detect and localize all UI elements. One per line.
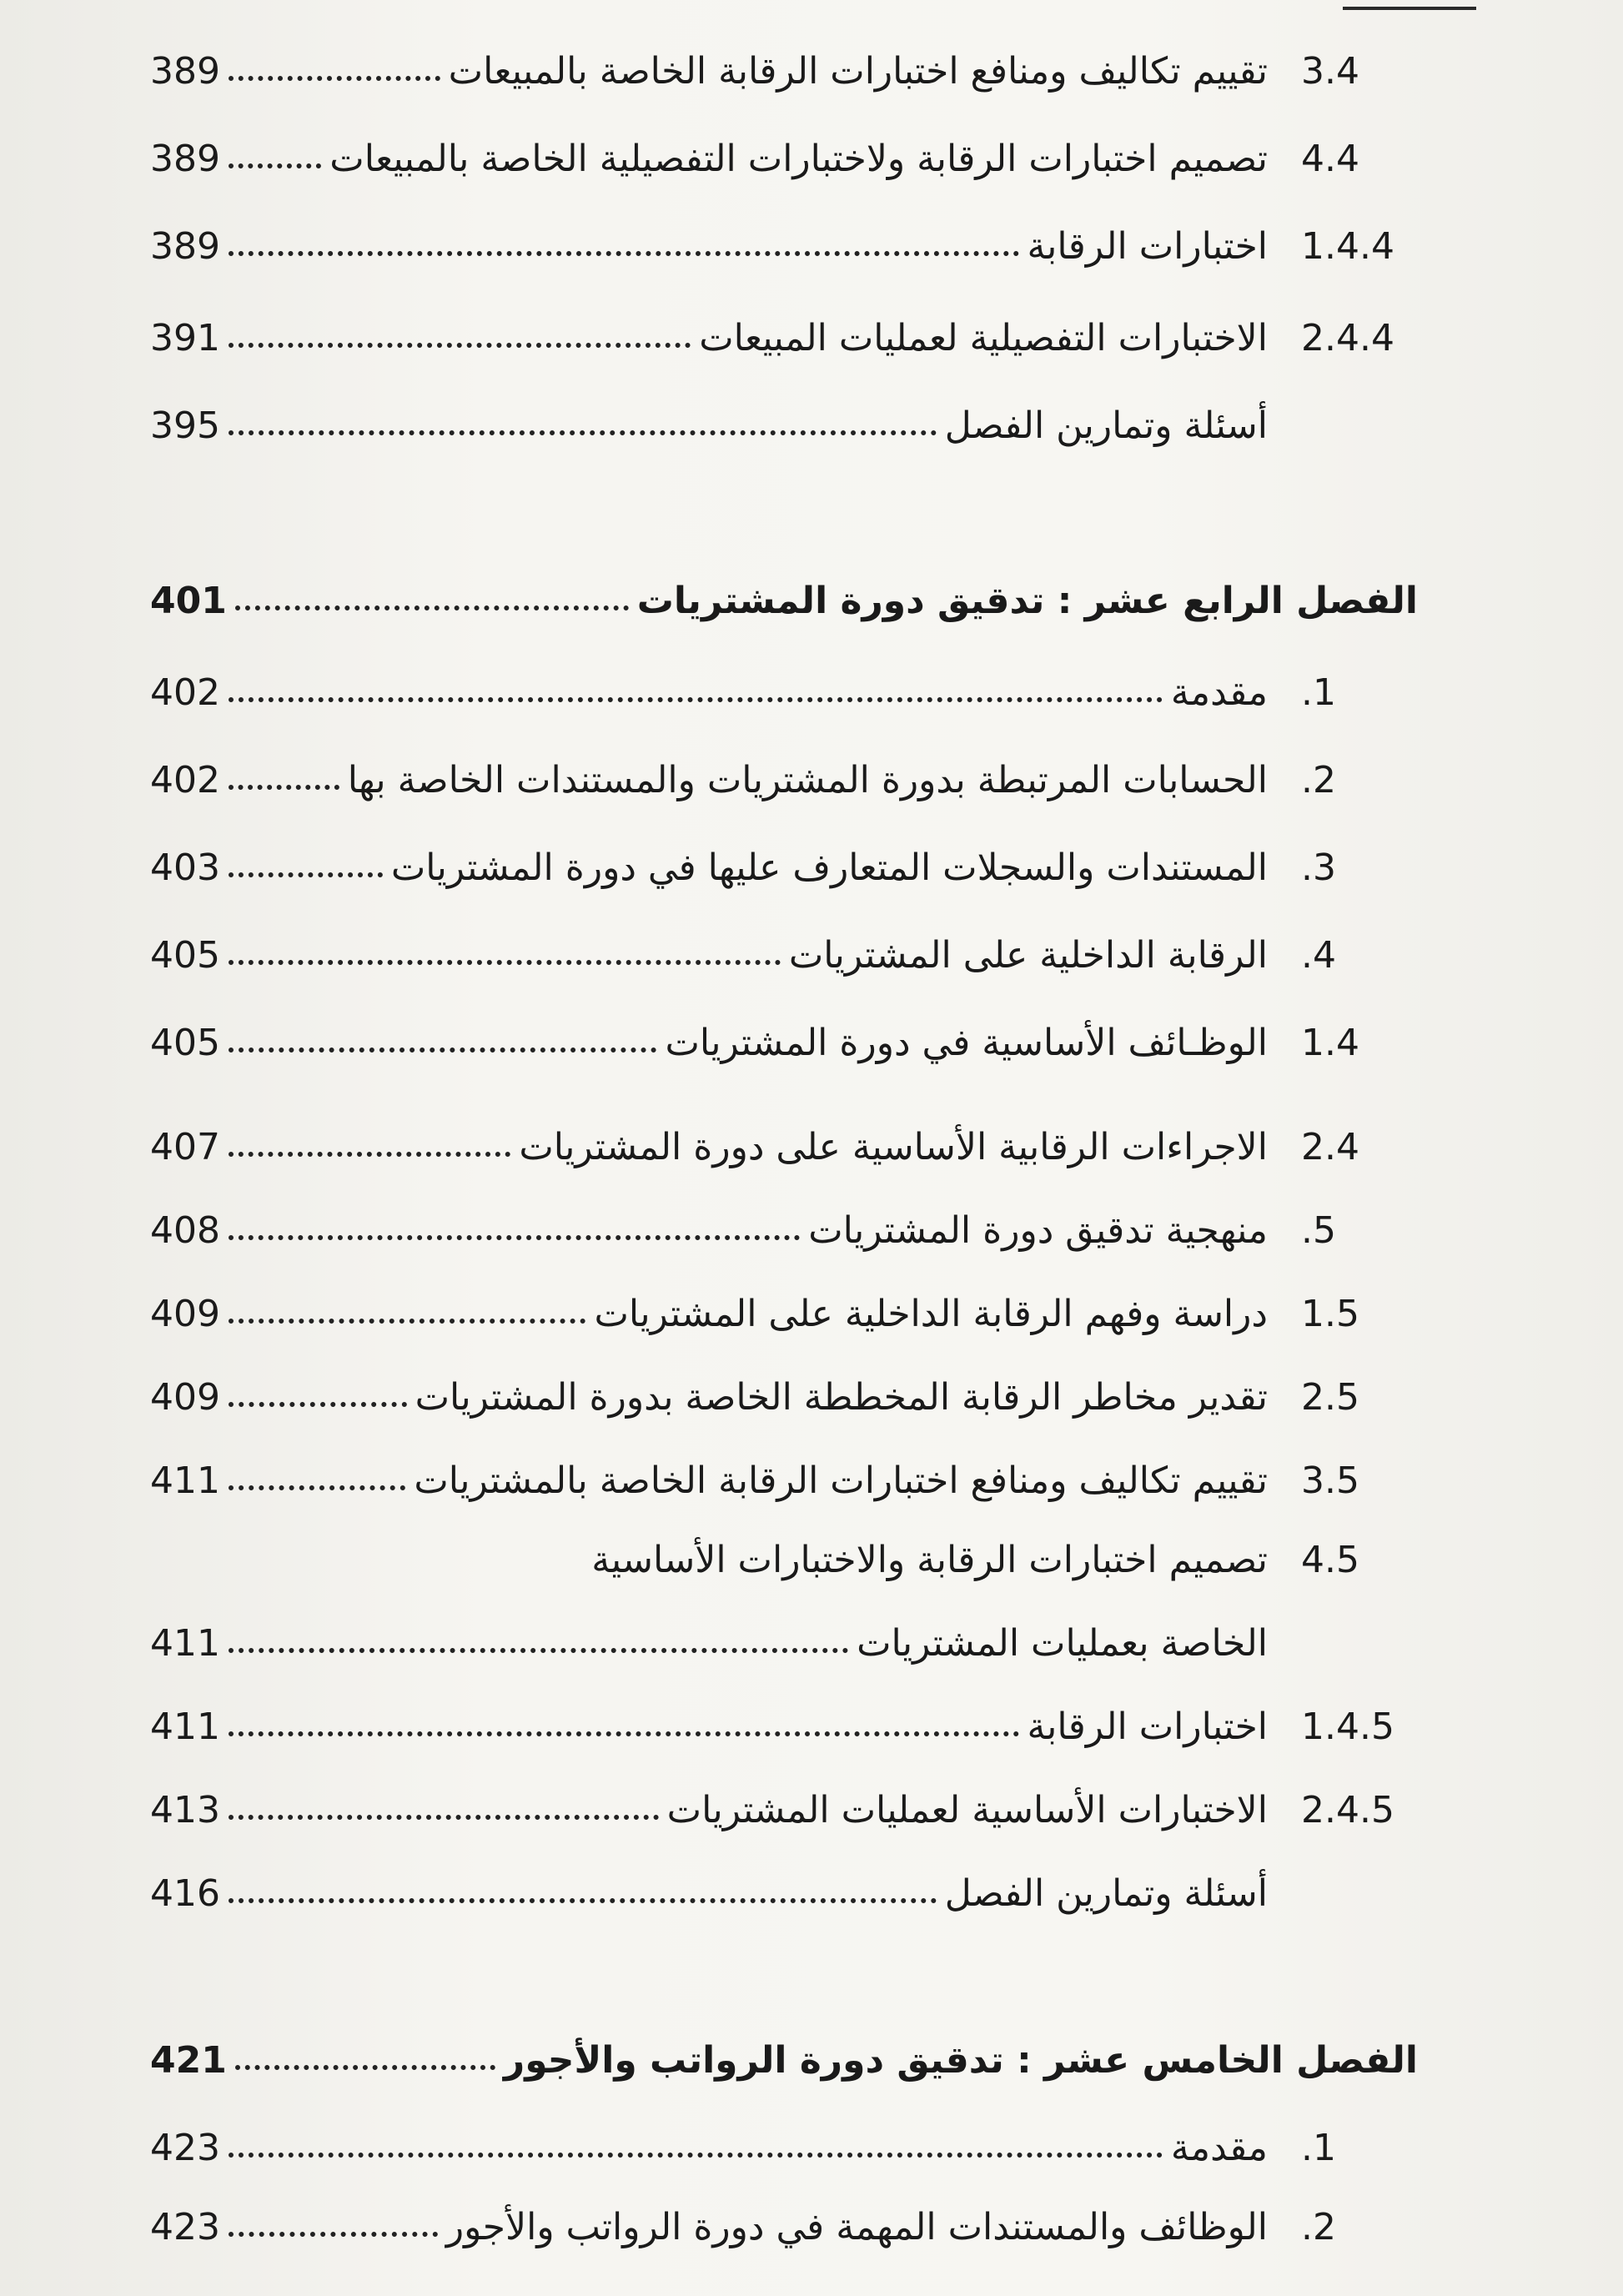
section-number: 1.4.5 bbox=[1301, 1705, 1394, 1748]
toc-entry bbox=[150, 2114, 1418, 2181]
page-number: 408 bbox=[150, 1208, 220, 1252]
page-number: 413 bbox=[150, 1788, 220, 1831]
page-number: 389 bbox=[150, 49, 220, 93]
toc-entry bbox=[150, 38, 1418, 104]
section-number: .1 bbox=[1301, 2126, 1336, 2169]
toc-entry bbox=[150, 1280, 1418, 1347]
section-number: 3.5 bbox=[1301, 1459, 1359, 1502]
leader-dots bbox=[235, 605, 629, 610]
toc-entry bbox=[150, 1526, 1418, 1593]
section-title: الوظـائف الأساسية في دورة المشتريات bbox=[665, 1021, 1268, 1064]
leader-dots bbox=[229, 163, 321, 168]
section-title: الحسابات المرتبطة بدورة المشتريات والمستندات الخاصة بها bbox=[347, 758, 1268, 801]
chapter-title: الفصل الخامس عشر : تدقيق دورة الرواتب والأجور bbox=[503, 2038, 1418, 2082]
section-number: 2.4.5 bbox=[1301, 1788, 1394, 1831]
page-number: 402 bbox=[150, 671, 220, 714]
toc-entry bbox=[150, 125, 1418, 192]
page-number: 411 bbox=[150, 1459, 220, 1502]
section-number: 2.5 bbox=[1301, 1375, 1359, 1419]
leader-dots bbox=[229, 1235, 800, 1240]
page-number: 423 bbox=[150, 2205, 220, 2248]
section-title: اختبارات الرقابة bbox=[1027, 1705, 1268, 1748]
page-number: 395 bbox=[150, 404, 220, 447]
section-title: الرقابة الداخلية على المشتريات bbox=[788, 933, 1268, 977]
toc-entry bbox=[150, 1860, 1418, 1927]
section-title: تقدير مخاطر الرقابة المخططة الخاصة بدورة المشتريات bbox=[415, 1375, 1268, 1419]
toc-entry bbox=[150, 213, 1418, 279]
page-number: 401 bbox=[150, 579, 227, 622]
section-title: تقييم تكاليف ومنافع اختبارات الرقابة الخاصة بالمبيعات bbox=[448, 49, 1268, 93]
section-number: .4 bbox=[1301, 933, 1336, 977]
chapter-title: الفصل الرابع عشر : تدقيق دورة المشتريات bbox=[636, 579, 1418, 622]
section-title: أسئلة وتمارين الفصل bbox=[944, 404, 1268, 447]
section-number: .2 bbox=[1301, 2205, 1336, 2248]
leader-dots bbox=[229, 343, 691, 348]
leader-dots bbox=[229, 1152, 510, 1157]
section-title: تقييم تكاليف ومنافع اختبارات الرقابة الخاصة بالمشتريات bbox=[414, 1459, 1268, 1502]
section-title: الاجراءات الرقابية الأساسية على دورة المشتريات bbox=[519, 1125, 1268, 1168]
page-number: 423 bbox=[150, 2126, 220, 2169]
page-number: 405 bbox=[150, 933, 220, 977]
leader-dots bbox=[229, 697, 1163, 702]
toc-entry bbox=[150, 1009, 1418, 1076]
leader-dots bbox=[229, 785, 339, 790]
section-number: 3.4 bbox=[1301, 49, 1359, 93]
leader-dots bbox=[235, 2065, 495, 2070]
page-number: 389 bbox=[150, 137, 220, 180]
section-title: الخاصة بعمليات المشتريات bbox=[857, 1621, 1268, 1665]
page-number: 421 bbox=[150, 2038, 227, 2082]
section-title: أسئلة وتمارين الفصل bbox=[944, 1871, 1268, 1915]
section-number: 4.4 bbox=[1301, 137, 1359, 180]
chapter-heading bbox=[150, 2027, 1418, 2093]
toc-entry bbox=[150, 1113, 1418, 1180]
leader-dots bbox=[229, 1815, 659, 1820]
section-number: .1 bbox=[1301, 671, 1336, 714]
leader-dots bbox=[229, 872, 383, 877]
top-rule bbox=[1343, 7, 1476, 10]
leader-dots bbox=[229, 960, 781, 965]
section-number: 2.4 bbox=[1301, 1125, 1359, 1168]
page-number: 391 bbox=[150, 316, 220, 359]
page-number: 409 bbox=[150, 1292, 220, 1335]
section-number: .2 bbox=[1301, 758, 1336, 801]
chapter-heading bbox=[150, 567, 1418, 634]
toc-entry bbox=[150, 1776, 1418, 1843]
section-title: مقدمة bbox=[1170, 671, 1268, 714]
leader-dots bbox=[229, 76, 440, 81]
leader-dots bbox=[229, 1048, 656, 1053]
section-title: دراسة وفهم الرقابة الداخلية على المشتريات bbox=[594, 1292, 1268, 1335]
toc-entry bbox=[150, 304, 1418, 371]
leader-dots bbox=[229, 1898, 937, 1903]
toc-entry bbox=[150, 1693, 1418, 1760]
section-title: تصميم اختبارات الرقابة والاختبارات الأساسية bbox=[591, 1538, 1268, 1581]
leader-dots bbox=[229, 1648, 848, 1653]
section-number: 1.5 bbox=[1301, 1292, 1359, 1335]
toc-entry bbox=[150, 1447, 1418, 1514]
page-number: 409 bbox=[150, 1375, 220, 1419]
section-title: الوظائف والمستندات المهمة في دورة الرواتب والأجور bbox=[445, 2205, 1268, 2248]
toc-entry bbox=[150, 1197, 1418, 1264]
page-number: 403 bbox=[150, 846, 220, 889]
leader-dots bbox=[229, 430, 937, 435]
section-title: مقدمة bbox=[1170, 2126, 1268, 2169]
leader-dots bbox=[229, 251, 1019, 256]
section-number: .5 bbox=[1301, 1208, 1336, 1252]
section-title: المستندات والسجلات المتعارف عليها في دورة المشتريات bbox=[390, 846, 1268, 889]
section-title: الاختبارات الأساسية لعمليات المشتريات bbox=[666, 1788, 1268, 1831]
toc-entry bbox=[150, 659, 1418, 726]
section-number: 1.4.4 bbox=[1301, 224, 1394, 268]
section-title: اختبارات الرقابة bbox=[1027, 224, 1268, 268]
page-number: 416 bbox=[150, 1871, 220, 1915]
page-number: 402 bbox=[150, 758, 220, 801]
section-title: تصميم اختبارات الرقابة ولاختبارات التفصيلية الخاصة بالمبيعات bbox=[329, 137, 1268, 180]
section-number: .3 bbox=[1301, 846, 1336, 889]
toc-entry bbox=[150, 392, 1418, 459]
toc-entry bbox=[150, 1364, 1418, 1430]
page-number: 411 bbox=[150, 1621, 220, 1665]
page-number: 405 bbox=[150, 1021, 220, 1064]
toc-entry bbox=[150, 922, 1418, 988]
toc-entry bbox=[150, 1610, 1418, 1676]
page-number: 411 bbox=[150, 1705, 220, 1748]
section-number: 2.4.4 bbox=[1301, 316, 1394, 359]
leader-dots bbox=[229, 1319, 586, 1324]
leader-dots bbox=[229, 1485, 405, 1490]
page-number: 389 bbox=[150, 224, 220, 268]
section-number: 4.5 bbox=[1301, 1538, 1359, 1581]
leader-dots bbox=[229, 2153, 1163, 2158]
section-number: 1.4 bbox=[1301, 1021, 1359, 1064]
toc-entry bbox=[150, 834, 1418, 901]
toc-entry bbox=[150, 2193, 1418, 2260]
leader-dots bbox=[229, 1402, 407, 1407]
leader-dots bbox=[229, 1731, 1019, 1736]
toc-entry bbox=[150, 746, 1418, 813]
section-title: الاختبارات التفصيلية لعمليات المبيعات bbox=[699, 316, 1268, 359]
section-title: منهجية تدقيق دورة المشتريات bbox=[808, 1208, 1268, 1252]
page-number: 407 bbox=[150, 1125, 220, 1168]
leader-dots bbox=[229, 2232, 438, 2237]
